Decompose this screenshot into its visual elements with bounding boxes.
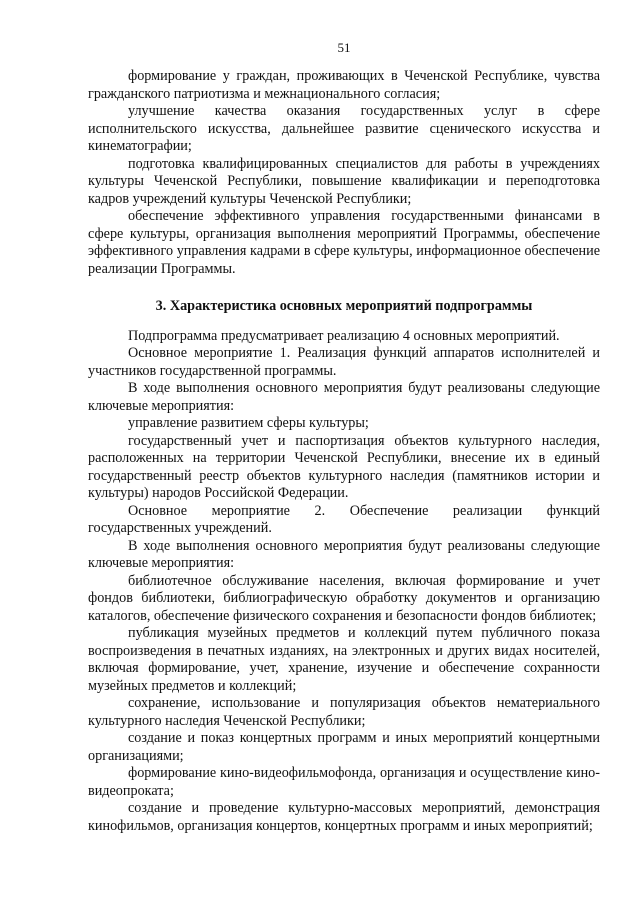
paragraph: обеспечение эффективного управления государственными финансами в сфере культуры, организация выполнения мероприятий Программы, обеспечение эффективного управления кадрами в сфере культуры, информационное обеспечение реализации Программы. [88, 208, 600, 277]
paragraph: подготовка квалифицированных специалистов для работы в учреждениях культуры Чеченской Республики, повышение квалификации и переподготовка кадров учреждений культуры Чеченской Республики; [88, 155, 600, 207]
paragraph: государственный учет и паспортизация объектов культурного наследия, расположенных на территории Чеченской Республики, внесение их в единый государственный реестр объектов культурного наследия (памятников истории и культуры) народов Российской Федерации. [88, 432, 600, 501]
paragraph: формирование у граждан, проживающих в Чеченской Республике, чувства гражданского патриотизма и межнационального согласия; [88, 68, 600, 102]
paragraph: создание и показ концертных программ и иных мероприятий концертными организациями; [88, 730, 600, 764]
paragraph: В ходе выполнения основного мероприятия будут реализованы следующие ключевые мероприятия: [88, 380, 600, 414]
intro-text [88, 68, 600, 278]
paragraph: публикация музейных предметов и коллекций путем публичного показа воспроизведения в печатных изданиях, на электронных и других видах носителей, включая формирование, учет, хранение, изучение и обеспечение сохранности музейных предметов и коллекций; [88, 625, 600, 694]
paragraph: улучшение качества оказания государственных услуг в сфере исполнительского искусства, дальнейшее развитие сценического искусства и кинематографии; [88, 103, 600, 154]
paragraph: Основное мероприятие 1. Реализация функций аппаратов исполнителей и участников государственной программы. [88, 345, 600, 379]
paragraph: библиотечное обслуживание населения, включая формирование и учет фондов библиотеки, библиографическую обработку документов и организацию каталогов, обеспечение физического сохранения и безопасности фондов библиотек; [88, 572, 600, 624]
paragraph: управление развитием сферы культуры; [128, 415, 369, 431]
section-heading: 3. Характеристика основных мероприятий подпрограммы [155, 298, 533, 314]
paragraph: В ходе выполнения основного мероприятия будут реализованы следующие ключевые мероприятия: [88, 537, 600, 571]
paragraph: Подпрограмма предусматривает реализацию 4 основных мероприятий. [128, 327, 560, 344]
paragraph: Основное мероприятие 2. Обеспечение реализации функций государственных учреждений. [88, 502, 600, 536]
page-number: 51 [337, 40, 351, 55]
paragraph: создание и проведение культурно-массовых мероприятий, демонстрация кинофильмов, организация концертов, концертных программ и иных мероприятий; [88, 800, 600, 834]
section-text [88, 328, 600, 836]
paragraph: формирование кино-видеофильмофонда, организация и осуществление кино-видеопроката; [88, 765, 600, 799]
paragraph: сохранение, использование и популяризация объектов нематериального культурного наследия Чеченской Республики; [88, 695, 600, 729]
